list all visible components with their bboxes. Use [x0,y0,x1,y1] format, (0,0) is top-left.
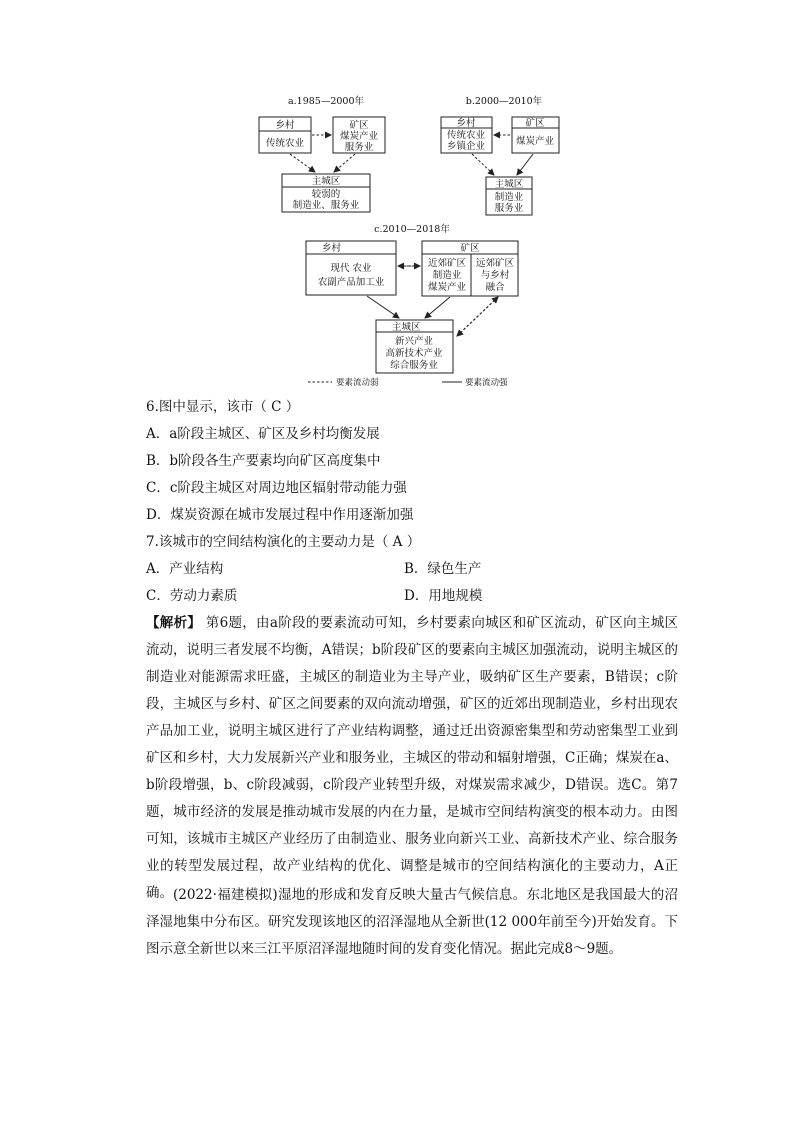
q7-option-a: A．产业结构 [146,561,224,577]
panel-a-main-header: 主城区 [311,176,341,187]
panel-c-mine-far: 远郊矿区 [475,258,515,269]
panel-b-title: b.2000—2010年 [465,96,543,107]
legend-strong-label: 要素流动强 [465,378,508,388]
panel-a-mine-header: 矿区 [349,120,369,131]
q7-option-c: C．劳动力素质 [146,588,238,604]
panel-c-title: c.2010—2018年 [374,224,450,235]
panel-c-main-line: 新兴产业 [394,336,434,347]
panel-c-mine-box [422,241,518,296]
intro-paragraph: (2022·福建模拟)湿地的形成和发育反映大量古气候信息。东北地区是我国最大的沼泽湿地集中分布区。研究发现该地区的沼泽湿地从全新世(12 000年前至今)开始发育。下图示意全新世以来三江平原沼泽湿地随时间的发育变化情况。据此完成8～9题。 [146,887,678,957]
panel-c-main-box [376,320,453,373]
legend [308,377,508,388]
q7-stem: 7.该城市的空间结构演化的主要动力是（ A ） [146,534,421,550]
panel-b-mine-box [512,117,559,153]
panel-c-main-line: 综合服务业 [390,360,438,371]
panel-c-village-line: 农副产品加工业 [317,277,385,288]
q7-option-d: D．用地规模 [404,588,483,604]
analysis-lead: 【解析】 [146,615,202,631]
panel-a-main-line: 制造业、服务业 [292,200,360,211]
panel-b-village-line: 传统农业 [446,130,486,141]
panel-a-arrow-village-main [290,154,315,172]
q6-option-b: B．b阶段各生产要素均向矿区高度集中 [146,453,381,469]
urban-structure-diagram [0,0,794,395]
panel-c-mine-header: 矿区 [460,243,480,254]
panel-a-main-box [282,174,370,212]
panel-c [306,223,518,373]
panel-c-arrow-main-farmine [457,297,498,336]
panel-a-arrow-mine-main [334,154,355,172]
panel-b-mine-line: 煤炭产业 [515,136,555,147]
panel-c-arrow-mine-main [425,297,450,318]
analysis-text: 第6题，由a阶段的要素流动可知，乡村要素向城区和矿区流动，矿区向主城区流动，说明三者发展不均衡，A错误；b阶段矿区的要素向主城区加强流动，说明主城区的制造业对能源需求旺盛，主城区的制造业为主导产业，吸纳矿区生产要素，B错误；c阶段，主城区与乡村、矿区之间要素的双向流动增强，矿区的近郊出现制造业，乡村出现农产品加工业，说明主城区进行了产业结构调整，通过迁出资源密集型和劳动密集型工业到矿区和乡村，大力发展新兴产业和服务业，主城区的带动和辐射增强，C正确；煤炭在a、b阶段增强，b、c阶段减弱，c阶段产业转型升级，对煤炭需求减少，D错误。选C。第7题，城市经济的发展是推动城市发展的内在力量，是城市空间结构演变的根本动力。由图可知，该城市主城区产业经历了由制造业、服务业向新兴工业、高新技术产业、综合服务业的转型发展过程，故产业结构的优化、调整是城市的空间结构演化的主要动力，A正确。 [146,615,678,901]
panel-a-mine-line: 服务业 [344,142,374,153]
panel-c-mine-far: 与乡村 [480,270,510,281]
q6-option-a: A．a阶段主城区、矿区及乡村均衡发展 [146,426,380,442]
panel-c-village-box [306,241,396,295]
panel-c-village-header: 乡村 [322,243,342,254]
panel-c-main-header: 主城区 [392,322,421,333]
panel-a-village-header: 乡村 [275,120,295,131]
panel-a-title: a.1985—2000年 [287,96,365,107]
panel-b-arrow-village-main [472,154,494,175]
panel-b-village-line: 乡镇企业 [446,141,486,152]
panel-b-main-box [486,177,532,215]
panel-a-mine-box [333,117,385,153]
legend-weak-label: 要素流动弱 [336,378,379,388]
panel-a-main-line: 较弱的 [311,189,341,200]
panel-a [259,95,385,212]
panel-a-village-line: 传统农业 [265,138,305,149]
panel-b-main-line: 制造业 [494,192,524,203]
q7-option-b: B．绿色生产 [404,561,482,577]
panel-a-village-box [259,117,311,153]
panel-b-main-line: 服务业 [494,203,524,214]
analysis-paragraph [146,610,678,907]
panel-b [441,95,559,215]
panel-c-village-line: 现代 农业 [330,263,372,274]
panel-b-village-header: 乡村 [456,118,476,129]
panel-c-mine-near: 近郊矿区 [427,258,467,269]
panel-c-mine-near: 煤炭产业 [427,282,467,293]
panel-c-mine-far: 融合 [485,282,505,293]
panel-c-main-line: 高新技术产业 [385,348,443,359]
panel-a-mine-line: 煤炭产业 [339,131,379,142]
panel-c-arrow-village-main [367,296,399,318]
q6-stem: 6.图中显示，该市（ C ） [146,399,300,415]
q6-option-d: D．煤炭资源在城市发展过程中作用逐渐加强 [146,507,414,523]
panel-b-mine-header: 矿区 [525,118,545,129]
panel-b-arrow-mine-main [517,154,533,175]
panel-c-mine-near: 制造业 [432,270,462,281]
panel-b-village-box [441,117,492,153]
panel-b-main-header: 主城区 [494,179,524,190]
q6-option-c: C．c阶段主城区对周边地区辐射带动能力强 [146,480,407,496]
